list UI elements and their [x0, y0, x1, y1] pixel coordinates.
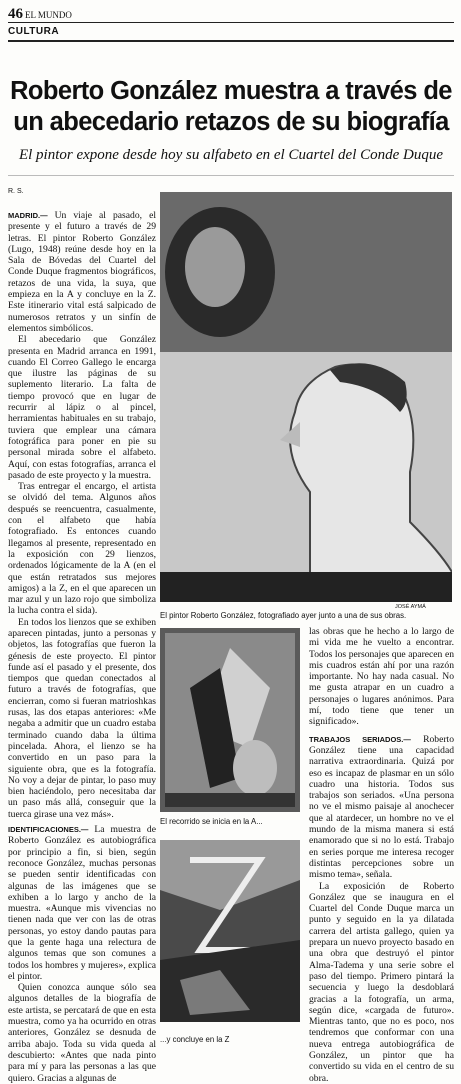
article-subtitle: El pintor expone desde hoy su alfabeto en el Cuartel del Conde Duque — [18, 147, 444, 163]
paragraph: TRABAJOS SERIADOS.— Roberto González tiene una capacidad narrativa extraordinaria. Quizá por eso es incapaz de plasmar en un sólo cuadro una historia. Todos sus trabajos son seriados. «Una persona no ve el mismo paisaje al anochecer que al atardecer, un hombre no ve el mundo de la misma manera si está enamorado que si no lo está. Trabajo en series porque me interesa recoger distintas percepciones sobre un mismo tema», señala. — [309, 733, 454, 881]
main-photo-caption: El pintor Roberto González, fotografiado ayer junto a una de sus obras. — [160, 611, 407, 620]
paragraph: MADRID.— Un viaje al pasado, el presente y el futuro a través de 29 letras. El pintor Roberto González (Lugo, 1948) reúne desde hoy en la Sala de Bóvedas del Cuartel del Conde Duque fragmentos biográficos, retazos de una vida, la suya, que empieza en la A y concluye en la Z. Este itinerario vital está salpicado de numerosos retratos y un sinfín de elementos simbólicos. — [8, 210, 156, 334]
title-rule — [8, 175, 454, 176]
paragraph: IDENTIFICACIONES.— La muestra de Roberto González es autobiográfica por principio a fin, si bien, según reconoce González, muchas personas se pueden sentir identificadas con algunas de las imágenes que se exhiben a lo largo y ancho de la muestra. «Aunque mis vivencias no tienen nada que ver con las de otras personas, yo estoy dando pautas para que la gente haga una relectura de algunos temas que son comunes a todos los hombres y mujeres», explica el pintor. — [8, 824, 156, 982]
page-number: 46 — [8, 6, 23, 22]
photo-letter-a-caption: El recorrido se inicia en la A... — [160, 817, 263, 826]
photo-letter-z-caption: ...y concluye en la Z — [160, 1035, 230, 1044]
paragraph: las obras que he hecho a lo largo de mi vida me he vuelto a encontrar. Todos los personajes que aparecen en mis cuadros están ahí por una razón importante. No hay nada casual. No me gusta atrapar en un cuadro a personajes o lugares anónimos. Para mí, todo tiene que tener un significado». — [309, 626, 454, 728]
column-2 — [309, 626, 454, 1084]
paragraph: Quien conozca aunque sólo sea algunos detalles de la biografía de este artista, se percatará de que en esta muestra, como ya ha ocurrido en otras anteriores, González se desnuda de arriba abajo. Toda su vida queda al descubierto: «Antes que nada pinto para mí y para las personas a las que quiero. Gracias a algunas de — [8, 982, 156, 1084]
column-1 — [8, 210, 156, 1084]
article-title: Roberto González muestra a través de un abecedario retazos de su biografía — [10, 77, 452, 136]
page-header — [8, 6, 72, 23]
header-rule — [8, 22, 454, 23]
section-label: CULTURA — [8, 26, 60, 37]
paragraph: El abecedario que González presenta en Madrid arranca en 1991, cuando El Correo Gallego le encarga que ilustre las páginas de su suplemento literario. La falta de tiempo provocó que en lugar de recurrir al lápiz o al pincel, herramientas habituales en su trabajo, tuviera que emplear una cámara fotográfica para poner en pie su personal mirada sobre el alfabeto. Aquí, con estas fotografías, arranca el pasado de este proyecto y la muestra. — [8, 334, 156, 481]
paragraph: Tras entregar el encargo, el artista se olvidó del tema. Algunos años después se reencuentra, casualmente, con el alfabeto que había fotografiado. Es entonces cuando llegamos al presente, representado en la exposición con 29 lienzos, ordenados lógicamente de la A (en el que están retratados sus mejores amigos) a la Z, en el que aparecen un mar azul y un lazo rojo que simboliza la lucha contra el sida). — [8, 481, 156, 617]
artwork-z-illustration — [160, 840, 300, 1022]
photo-letter-z — [160, 840, 300, 1022]
artwork-a-illustration — [160, 628, 300, 812]
paragraph: En todos los lienzos que se exhiben aparecen pintadas, junto a personas y objetos, las fotografías que fueron la génesis de este proyecto. El pintor funde así el pasado y el presente, dos tiempos que quedan conectados al futuro a través de fotografías, que encierran, como si fueran matrioshkas rusas, las dos etapas anteriores: «Me negaba a admitir que un cuadro estaba terminado cuando daba la última pincelada. Ahora, el lienzo se ha convertido en un paso para la siguiente obra, que es la fotografía. No voy a dejar de pintar, lo paso muy bien haciéndolo, pero necesitaba dar un paso más allá, conseguir que la tuerca girase una vez más». — [8, 616, 156, 820]
main-photo — [160, 192, 452, 602]
paragraph: La exposición de Roberto González que se inaugura en el Cuartel del Conde Duque marca un punto y seguido en la ya dilatada carrera del artista gallego, quien ya prepara un nuevo proyecto basado en una obra que destruyó el pintor Alma-Tadema y una serie sobre el paso del tiempo. Primero pintará la secuencia y luego la desdoblará gracias a la fotografía, un arma, según dice, «cargada de futuro». Mientras tanto, que no es poco, nos tendremos que conformar con una nueva entrega autobiográfica de González, un pintor que ha convertido su vida en el centro de su obra. — [309, 880, 454, 1084]
photo-letter-a — [160, 628, 300, 812]
photo-credit: JOSÉ AYMÁ — [395, 604, 426, 610]
byline: R. S. — [8, 188, 24, 195]
section-rule — [8, 40, 454, 42]
portrait-illustration — [160, 192, 452, 602]
newspaper-name: EL MUNDO — [25, 10, 72, 20]
